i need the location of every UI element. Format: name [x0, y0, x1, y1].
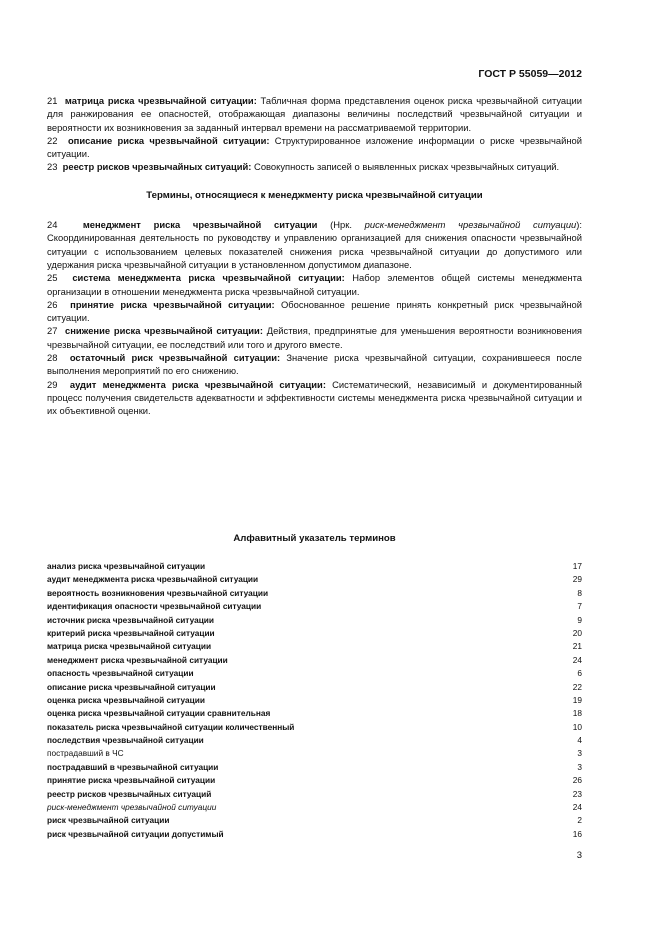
index-term: риск чрезвычайной ситуации допустимый: [47, 828, 224, 839]
index-row: [47, 614, 582, 627]
index-page-number: 24: [572, 802, 582, 813]
definitions-content: [47, 94, 582, 418]
index-term: источник риска чрезвычайной ситуации: [47, 614, 215, 625]
index-row: [47, 640, 582, 653]
entry-number: 22: [47, 134, 58, 146]
index-row: [47, 721, 582, 734]
index-page-number: 4: [577, 735, 582, 746]
entry-term: снижение риска чрезвычайной ситуации:: [65, 325, 263, 337]
index-term: пострадавший в чрезвычайной ситуации: [47, 761, 219, 772]
entry-number: 24: [47, 219, 58, 231]
index-page-number: 3: [577, 748, 582, 759]
entry-text: Действия, предпринятые для уменьшения вероятности возникновения чрезвычайной ситуации, ее последствий или того и другого вместе.: [47, 325, 583, 350]
entry-text: Совокупность записей о выявленных рисках чрезвычайных ситуаций.: [251, 161, 560, 173]
index-title: Алфавитный указатель терминов: [233, 533, 396, 544]
index-page-number: 23: [572, 788, 582, 799]
index-term: оценка риска чрезвычайной ситуации: [47, 694, 205, 705]
entry-term: остаточный риск чрезвычайной ситуации:: [69, 352, 281, 364]
entry-text: Значение риска чрезвычайной ситуации, сохранившееся после выполнения мероприятий по его снижению.: [47, 352, 582, 377]
section-title: Термины, относящиеся к менеджменту риска чрезвычайной ситуации: [146, 189, 483, 201]
entry-text: ): Скоординированная деятельность по руководству и управлению организацией для снижения опасности чрезвычайной ситуации с использованием целевых показателей снижения риска чрезвычайной ситуации до допустимого или удержания риска чрезвычайной ситуации в установленном допустимом диапазоне.: [47, 219, 582, 270]
entry-text: Табличная форма представления оценок риска чрезвычайной ситуации для ранжирования ее опасностей, отображающая диапазоны величины последствий чрезвычайной ситуации и вероятности их возникновения за заданный интервал времени на рассматриваемой территории.: [47, 95, 582, 133]
entry-number: 26: [47, 298, 58, 310]
index-row: [47, 801, 582, 814]
definition-entry-22: [47, 134, 582, 161]
definition-entry-27: [47, 324, 582, 351]
definition-entry-28: [47, 351, 582, 378]
index-page-number: 18: [572, 708, 582, 719]
index-term: последствия чрезвычайной ситуации: [47, 735, 204, 746]
index-page-number: 2: [577, 815, 582, 826]
entry-number: 29: [47, 378, 58, 390]
index-term: идентификация опасности чрезвычайной ситуации: [47, 601, 262, 612]
entry-term: принятие риска чрезвычайной ситуации:: [70, 298, 275, 310]
entry-number: 25: [47, 272, 58, 284]
index-list: [47, 560, 582, 841]
index-term: матрица риска чрезвычайной ситуации: [47, 641, 212, 652]
index-page-number: 21: [572, 641, 582, 652]
entry-pre: (Нрк.: [317, 219, 365, 231]
index-row: [47, 573, 582, 586]
index-row: [47, 761, 582, 774]
entry-italic-term: риск-менеджмент чрезвычайной ситуации: [364, 219, 577, 231]
definition-entry-25: [47, 271, 582, 298]
entry-term: матрица риска чрезвычайной ситуации:: [64, 95, 257, 106]
definition-entry-26: [47, 298, 582, 325]
alphabetical-index: [47, 533, 582, 841]
index-term: пострадавший в ЧС: [47, 748, 124, 759]
entry-number: 23: [47, 161, 58, 173]
standard-header: ГОСТ Р 55059—2012: [478, 68, 582, 80]
index-page-number: 24: [572, 654, 582, 665]
index-row: [47, 681, 582, 694]
index-page-number: 3: [577, 761, 582, 772]
index-term: аудит менеджмента риска чрезвычайной ситуации: [47, 574, 259, 585]
index-row: [47, 734, 582, 747]
index-term: показатель риска чрезвычайной ситуации количественный: [47, 721, 295, 732]
index-page-number: 7: [577, 601, 582, 612]
index-row: [47, 788, 582, 801]
index-row: [47, 774, 582, 787]
index-page-number: 26: [572, 775, 582, 786]
entry-term: описание риска чрезвычайной ситуации:: [67, 134, 270, 146]
index-page-number: 20: [572, 627, 582, 638]
index-term: опасность чрезвычайной ситуации: [47, 668, 194, 679]
index-term: реестр рисков чрезвычайных ситуаций: [47, 788, 212, 799]
entry-number: 27: [47, 325, 58, 337]
index-page-number: 19: [572, 694, 582, 705]
index-page-number: 6: [577, 668, 582, 679]
definition-entry-23: [47, 160, 582, 173]
entry-term: система менеджмента риска чрезвычайной ситуации:: [72, 272, 345, 284]
index-term: принятие риска чрезвычайной ситуации: [47, 775, 216, 786]
index-row: [47, 627, 582, 640]
index-page-number: 29: [572, 574, 582, 585]
index-row: [47, 667, 582, 680]
entry-term: аудит менеджмента риска чрезвычайной ситуации:: [69, 378, 326, 390]
index-term: оценка риска чрезвычайной ситуации сравнительная: [47, 708, 271, 719]
index-row: [47, 694, 582, 707]
entry-number: 21: [47, 95, 58, 106]
entry-term: менеджмент риска чрезвычайной ситуации: [82, 219, 318, 231]
entry-text: Систематический, независимый и документированный процесс получения свидетельств адекватности и эффективности системы менеджмента риска чрезвычайной ситуации и их объективной оценки.: [47, 378, 582, 417]
index-page-number: 22: [572, 681, 582, 692]
index-term: менеджмент риска чрезвычайной ситуации: [47, 654, 228, 665]
index-row: [47, 814, 582, 827]
entry-term: реестр рисков чрезвычайных ситуаций:: [62, 161, 252, 173]
index-page-number: 9: [577, 614, 582, 625]
index-term: риск-менеджмент чрезвычайной ситуации: [47, 802, 217, 813]
definition-entry-24: [47, 218, 582, 271]
index-term: риск чрезвычайной ситуации: [47, 815, 170, 826]
definition-entry-21: [47, 94, 582, 134]
entry-text: Структурированное изложение информации о риске чрезвычайной ситуации.: [47, 134, 582, 160]
index-row: [47, 828, 582, 841]
index-row: [47, 654, 582, 667]
index-row: [47, 587, 582, 600]
index-row: [47, 560, 582, 573]
index-page-number: 10: [572, 721, 582, 732]
definition-entry-29: [47, 378, 582, 418]
index-row: [47, 747, 582, 760]
index-page-number: 17: [572, 561, 582, 571]
entry-text: Набор элементов общей системы менеджмента организации в отношении менеджмента риска чрезвычайной ситуации.: [47, 272, 582, 297]
entry-number: 28: [47, 352, 58, 364]
index-term: критерий риска чрезвычайной ситуации: [47, 627, 215, 638]
page-number: 3: [576, 850, 582, 861]
entry-text: Обоснованное решение принять конкретный риск чрезвычайной ситуации.: [47, 298, 582, 324]
index-term: описание риска чрезвычайной ситуации: [47, 681, 216, 692]
index-row: [47, 707, 582, 720]
index-term: вероятность возникновения чрезвычайной ситуации: [47, 587, 269, 598]
index-row: [47, 600, 582, 613]
index-page-number: 16: [572, 828, 582, 839]
index-term: анализ риска чрезвычайной ситуации: [47, 561, 206, 571]
index-page-number: 8: [577, 587, 582, 598]
